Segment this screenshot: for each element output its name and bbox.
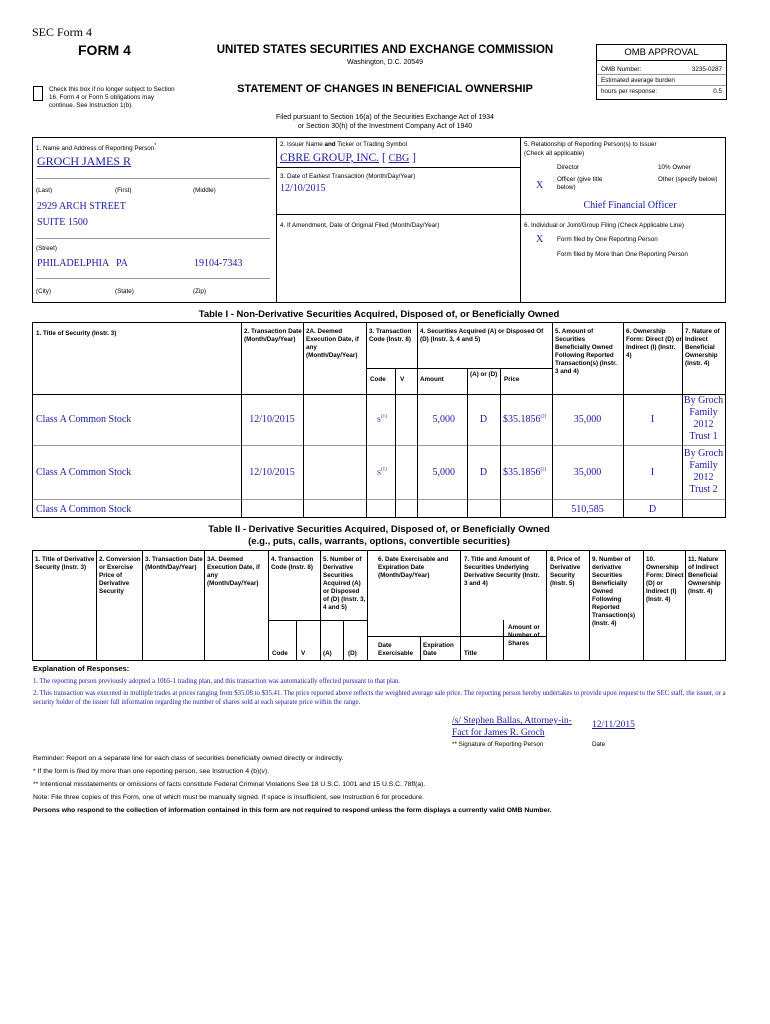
no-longer-subject-checkbox[interactable] [33, 86, 43, 101]
ten-pct-owner-label: 10% Owner [658, 164, 691, 171]
t2-h4: 4. Transaction Code (Instr. 8) [271, 556, 314, 571]
omb-title: OMB APPROVAL [597, 45, 726, 61]
t2-h2: 2. Conversion or Exercise Price of Derivative Security [99, 556, 141, 595]
t1-row2-amount: 5,000 [432, 467, 455, 478]
t1-h2: 2. Transaction Date (Month/Day/Year) [244, 328, 302, 343]
t1-aord-header: (A) or (D) [470, 371, 498, 378]
street-line-2: SUITE 1500 [37, 217, 88, 228]
t2-v-header: V [301, 650, 306, 657]
t1-row3-form: D [648, 504, 657, 515]
omb-number-label: OMB Number: [601, 66, 642, 73]
commission-city: Washington, D.C. 20549 [346, 59, 423, 66]
t2-a-header: (A) [323, 650, 332, 657]
t2-h6: 6. Date Exercisable and Expiration Date (Month/Day/Year) [378, 556, 449, 579]
t1-row1-owned: 35,000 [573, 414, 602, 425]
box6-label: 6. Individual or Joint/Group Filing (Check Applicable Line) [524, 222, 684, 229]
t2-d-header: (D) [348, 650, 357, 657]
t1-row2-nature: By Groch Family 2012 Trust 2 [683, 448, 724, 495]
explanation-label: Explanation of Responses: [33, 664, 130, 673]
box5-label: 5. Relationship of Reporting Person(s) to Issuer [524, 141, 657, 148]
t2-h1: 1. Title of Derivative Security (Instr. 3) [35, 556, 95, 571]
one-reporting-person-mark[interactable]: X [536, 234, 544, 245]
t1-price-header: Price [504, 376, 520, 383]
omb-hours-value: 0.5 [713, 88, 722, 95]
filed-pursuant-1: Filed pursuant to Section 16(a) of the Securities Exchange Act of 1934 [276, 114, 494, 121]
t1-row1-title: Class A Common Stock [36, 414, 132, 425]
signature-label: ** Signature of Reporting Person [452, 741, 544, 748]
t1-row2-ad: D [479, 467, 488, 478]
table2-subtitle: (e.g., puts, calls, warrants, options, convertible securities) [248, 536, 510, 547]
city-label: (City) [36, 288, 52, 295]
note-1: * If the form is filed by more than one reporting person, see Instruction 4 (b)(v). [33, 768, 270, 775]
t1-row2-title: Class A Common Stock [36, 467, 132, 478]
t1-row3-title: Class A Common Stock [36, 504, 132, 515]
t1-h3: 3. Transaction Code (Instr. 8) [369, 328, 412, 343]
reporting-person-name: GROCH JAMES R [37, 154, 132, 168]
middle-label: (Middle) [193, 187, 216, 194]
state-value: PA [116, 258, 128, 269]
issuer-name: CBRE GROUP, INC. [ CBG ] [280, 152, 416, 164]
signature-date-label: Date [592, 741, 606, 748]
checkbox-text: Check this box if no longer subject to Section 16. Form 4 or Form 5 obligations may continue. See Instruction 1(b). [49, 86, 175, 109]
note-4: Persons who respond to the collection of information contained in this form are not required to respond unless the form displays a currently valid OMB Number. [33, 807, 552, 814]
t1-row1-ad: D [479, 414, 488, 425]
box2-label: 2. Issuer Name and Ticker or Trading Symbol [280, 141, 408, 148]
t1-row1-date: 12/10/2015 [249, 414, 295, 425]
filed-pursuant-2: or Section 30(h) of the Investment Company Act of 1940 [297, 123, 473, 130]
table2-title: Table II - Derivative Securities Acquired, Disposed of, or Beneficially Owned [208, 524, 550, 535]
signature-date: 12/11/2015 [592, 720, 635, 730]
zip-label: (Zip) [193, 288, 206, 295]
table1-title: Table I - Non-Derivative Securities Acquired, Disposed of, or Beneficially Owned [198, 309, 560, 320]
t1-row2-form: I [650, 467, 655, 478]
t1-row1-nature: By Groch Family 2012 Trust 1 [683, 395, 724, 442]
state-label: (State) [115, 288, 134, 295]
t1-h1: 1. Title of Security (Instr. 3) [36, 330, 117, 337]
footnote-1: 1. The reporting person previously adopted a 10b5-1 trading plan, and this transaction was automatically effected pursuant to that plan. [33, 678, 401, 685]
box3-label: 3. Date of Earliest Transaction (Month/Day/Year) [280, 173, 416, 180]
reminder-note: Reminder: Report on a separate line for each class of securities beneficially owned directly or indirectly. [33, 755, 344, 762]
t1-row2-price: $35.1856$^{(2)}$ [503, 467, 547, 478]
box5-sublabel: (Check all applicable) [524, 150, 585, 157]
footnote-2: 2. This transaction was executed in multiple trades at prices ranging from $35.08 to $35.41. The price reported above reflects the weighted average sale price. The reporting person hereby undertakes to provide upon request to the SEC staff, the issuer, or a security holder of the issuer full information regarding the number of shares sold at each separate price within the range. [33, 690, 726, 706]
t2-h9: 9. Number of derivative Securities Beneficially Owned Following Reported Transaction(s) (Instr. 4) [592, 556, 636, 627]
box1-label: 1. Name and Address of Reporting Person* [36, 143, 157, 153]
t1-h7: 7. Nature of Indirect Beneficial Ownership (Instr. 4) [685, 328, 720, 367]
t2-h3a: 3A. Deemed Execution Date, if any (Month/Day/Year) [207, 556, 260, 587]
t2-amount-shares-header: Amount or Number of Shares [508, 624, 540, 647]
commission-title: UNITED STATES SECURITIES AND EXCHANGE COMMISSION [216, 44, 554, 56]
note-3: Note: File three copies of this Form, one of which must be manually signed. If space is insufficient, see Instruction 6 for procedure. [33, 794, 424, 801]
officer-label: Officer (give title below) [557, 176, 603, 191]
t2-code-header: Code [272, 650, 288, 657]
officer-checkmark[interactable]: X [536, 180, 544, 191]
t1-row1-form: I [650, 414, 655, 425]
other-label: Other (specify below) [658, 176, 718, 183]
t2-h5: 5. Number of Derivative Securities Acquired (A) or Disposed of (D) (Instr. 3, 4 and 5) [323, 556, 366, 611]
zip-value: 19104-7343 [194, 258, 243, 269]
t1-row2-date: 12/10/2015 [249, 467, 295, 478]
t1-row3-owned: 510,585 [571, 504, 604, 515]
form-title: FORM 4 [78, 42, 131, 58]
omb-number-value: 3235-0287 [691, 66, 722, 73]
earliest-transaction-date: 12/10/2015 [280, 183, 326, 194]
omb-burden-label: Estimated average burden [601, 77, 675, 84]
t1-h2a: 2A. Deemed Execution Date, if any (Month/Day/Year) [306, 328, 359, 359]
statement-title: STATEMENT OF CHANGES IN BENEFICIAL OWNERSHIP [237, 83, 533, 95]
t2-h7: 7. Title and Amount of Securities Underlying Derivative Security (Instr. 3 and 4) [464, 556, 540, 587]
more-reporting-persons-label: Form filed by More than One Reporting Person [557, 251, 688, 258]
t2-date-exercisable-header: Date Exercisable [378, 642, 414, 657]
street-line-1: 2929 ARCH STREET [37, 201, 126, 212]
note-2: ** Intentional misstatements or omissions of facts constitute Federal Criminal Violations See 18 U.S.C. 1001 and 15 U.S.C. 78ff(a). [33, 781, 426, 788]
box4-label: 4. If Amendment, Date of Original Filed (Month/Day/Year) [280, 222, 440, 229]
t1-amount-header: Amount [420, 376, 444, 383]
t1-row2-code: $s^{(1)}$ [377, 467, 387, 478]
city-value: PHILADELPHIA [37, 258, 110, 269]
one-reporting-person-label: Form filed by One Reporting Person [557, 236, 658, 243]
t1-row1-amount: 5,000 [432, 414, 455, 425]
t1-h4: 4. Securities Acquired (A) or Disposed Of (D) (Instr. 3, 4 and 5) [420, 328, 544, 343]
omb-hours-label: hours per response: [601, 88, 658, 95]
officer-title: Chief Financial Officer [583, 200, 677, 211]
street-label: (Street) [36, 245, 57, 252]
t2-title-header: Title [464, 650, 477, 657]
t1-row2-owned: 35,000 [573, 467, 602, 478]
t1-v-header: V [400, 376, 405, 383]
t1-code-header: Code [370, 376, 386, 383]
first-label: (First) [115, 187, 132, 194]
t1-h5: 5. Amount of Securities Beneficially Owned Following Reported Transaction(s) (Instr. 3 and 4) [555, 328, 617, 375]
omb-approval-box [596, 44, 727, 100]
t2-h10: 10. Ownership Form: Direct (D) or Indirect (I) (Instr. 4) [646, 556, 684, 603]
director-label: Director [557, 164, 580, 171]
t2-h11: 11. Nature of Indirect Beneficial Ownership (Instr. 4) [688, 556, 721, 595]
t1-row1-code: $s^{(1)}$ [377, 414, 387, 425]
t1-row1-price: $35.1856$^{(2)}$ [503, 414, 547, 425]
t2-h3: 3. Transaction Date (Month/Day/Year) [145, 556, 203, 571]
t2-h8: 8. Price of Derivative Security (Instr. 5) [550, 556, 581, 587]
last-label: (Last) [36, 187, 53, 194]
t2-expiration-header: Expiration Date [423, 642, 454, 657]
signature-value: /s/ Stephen Ballas, Attorney-in-Fact for James R. Groch [452, 716, 572, 738]
sec-form-label: SEC Form 4 [32, 25, 93, 39]
t1-h6: 6. Ownership Form: Direct (D) or Indirect (I) (Instr. 4) [626, 328, 682, 359]
